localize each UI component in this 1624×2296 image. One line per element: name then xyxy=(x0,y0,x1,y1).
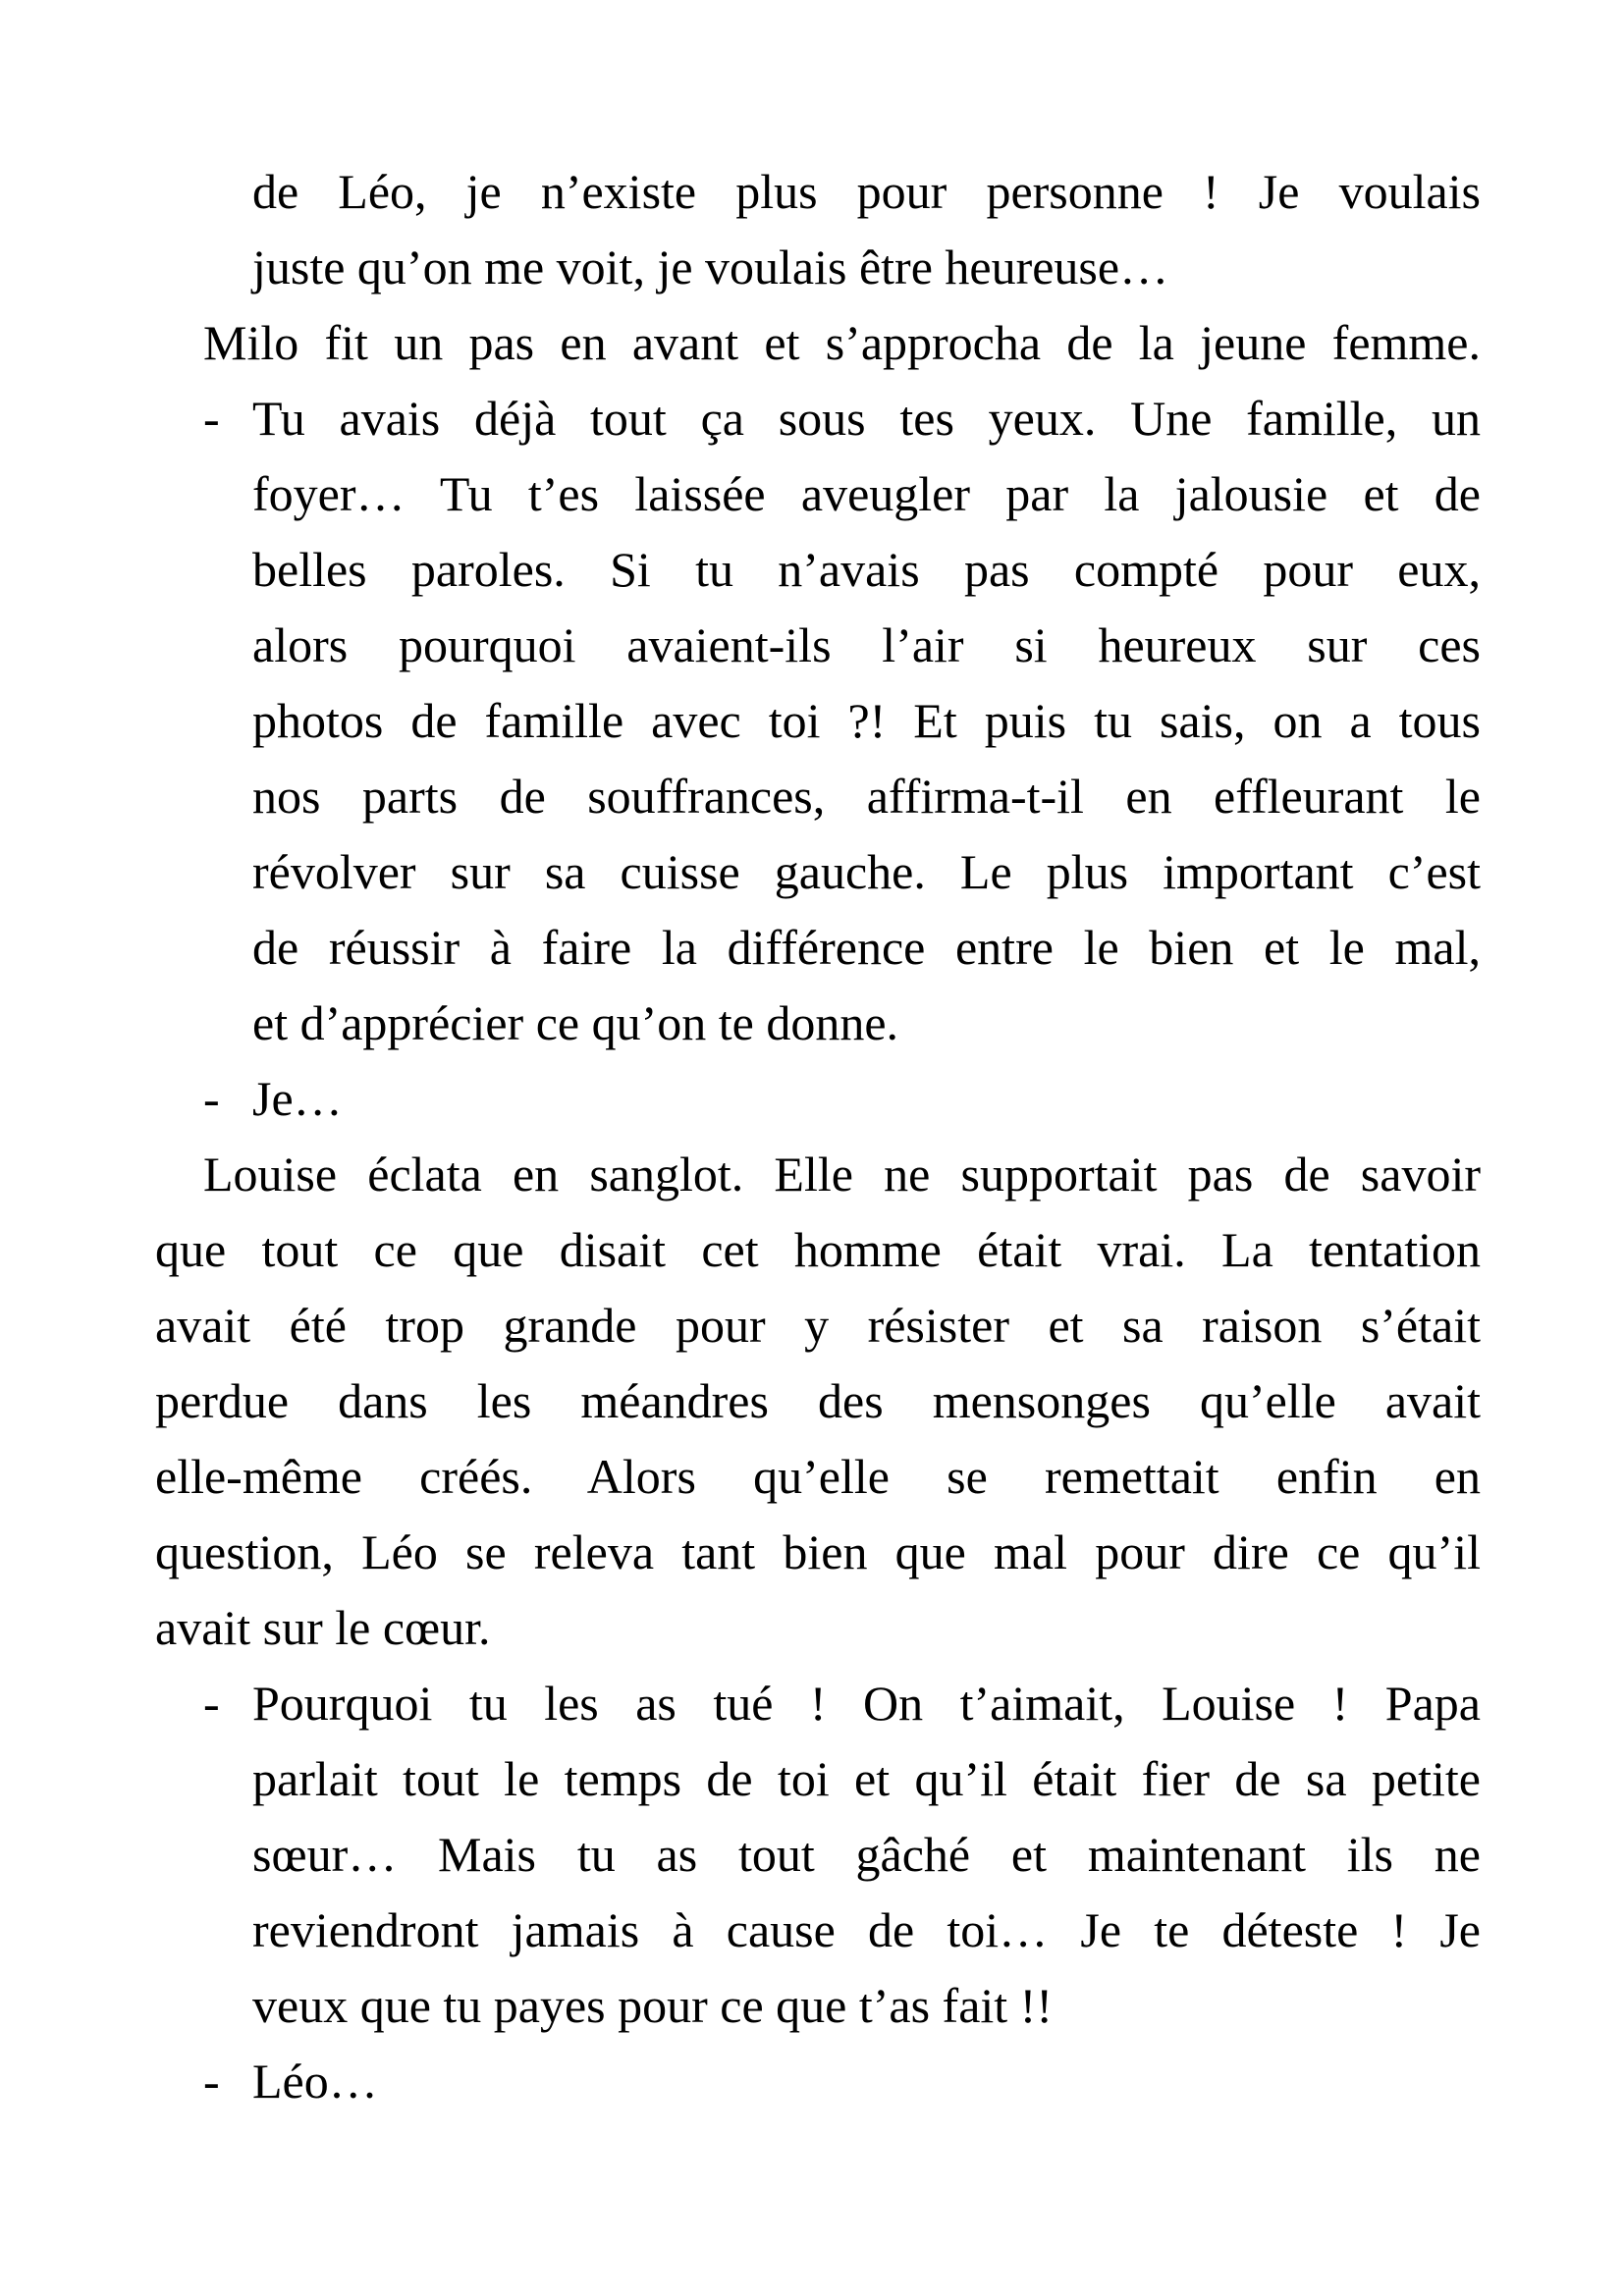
text-line: veux que tu payes pour ce que t’as fait !! xyxy=(252,1978,1053,2033)
dialogue-paragraph xyxy=(155,1666,1481,2044)
text-line: sœur… Mais tu as tout gâché et maintenant ils ne xyxy=(252,1827,1481,1882)
text-line: Je… xyxy=(252,1071,343,1126)
text-line: alors pourquoi avaient-ils l’air si heureux sur ces xyxy=(252,617,1481,672)
text-line: nos parts de souffrances, affirma-t-il en effleurant le xyxy=(252,769,1481,824)
dialogue-dash: - xyxy=(203,1676,220,1731)
text-line: Milo fit un pas en avant et s’approcha de la jeune femme. xyxy=(203,315,1481,370)
dialogue-dash: - xyxy=(203,1071,220,1126)
text-line: foyer… Tu t’es laissée aveugler par la jalousie et de xyxy=(252,466,1481,521)
text-line: avait sur le cœur. xyxy=(155,1600,491,1655)
text-line: question, Léo se releva tant bien que mal pour dire ce qu’il xyxy=(155,1524,1481,1579)
text-line: Pourquoi tu les as tué ! On t’aimait, Louise ! Papa xyxy=(252,1676,1481,1731)
text-line: Louise éclata en sanglot. Elle ne supportait pas de savoir xyxy=(203,1147,1481,1201)
text-line: Tu avais déjà tout ça sous tes yeux. Une famille, un xyxy=(252,391,1481,446)
text-line: révolver sur sa cuisse gauche. Le plus important c’est xyxy=(252,844,1481,899)
text-line: de Léo, je n’existe plus pour personne ! Je voulais xyxy=(252,164,1481,219)
text-line: belles paroles. Si tu n’avais pas compté pour eux, xyxy=(252,542,1481,597)
text-line: avait été trop grande pour y résister et sa raison s’était xyxy=(155,1298,1481,1353)
dialogue-paragraph xyxy=(155,381,1481,1061)
dialogue-paragraph xyxy=(155,1061,1481,1137)
text-line: juste qu’on me voit, je voulais être heureuse… xyxy=(252,240,1169,294)
dialogue-paragraph xyxy=(155,2044,1481,2119)
narrative-paragraph xyxy=(155,1137,1481,1666)
text-line: photos de famille avec toi ?! Et puis tu sais, on a tous xyxy=(252,693,1481,748)
text-line: Léo… xyxy=(252,2054,378,2109)
dialogue-dash: - xyxy=(203,2054,220,2109)
text-line: que tout ce que disait cet homme était vrai. La tentation xyxy=(155,1222,1481,1277)
dialogue-dash: - xyxy=(203,391,220,446)
dialogue-paragraph xyxy=(155,154,1481,305)
text-line: reviendront jamais à cause de toi… Je te déteste ! Je xyxy=(252,1902,1481,1957)
text-line: et d’apprécier ce qu’on te donne. xyxy=(252,995,899,1050)
page-text-block xyxy=(155,154,1481,2119)
text-line: perdue dans les méandres des mensonges qu’elle avait xyxy=(155,1373,1481,1428)
text-line: elle-même créés. Alors qu’elle se remettait enfin en xyxy=(155,1449,1481,1504)
text-line: de réussir à faire la différence entre le bien et le mal, xyxy=(252,920,1481,975)
text-line: parlait tout le temps de toi et qu’il était fier de sa petite xyxy=(252,1751,1481,1806)
narrative-paragraph xyxy=(155,305,1481,381)
